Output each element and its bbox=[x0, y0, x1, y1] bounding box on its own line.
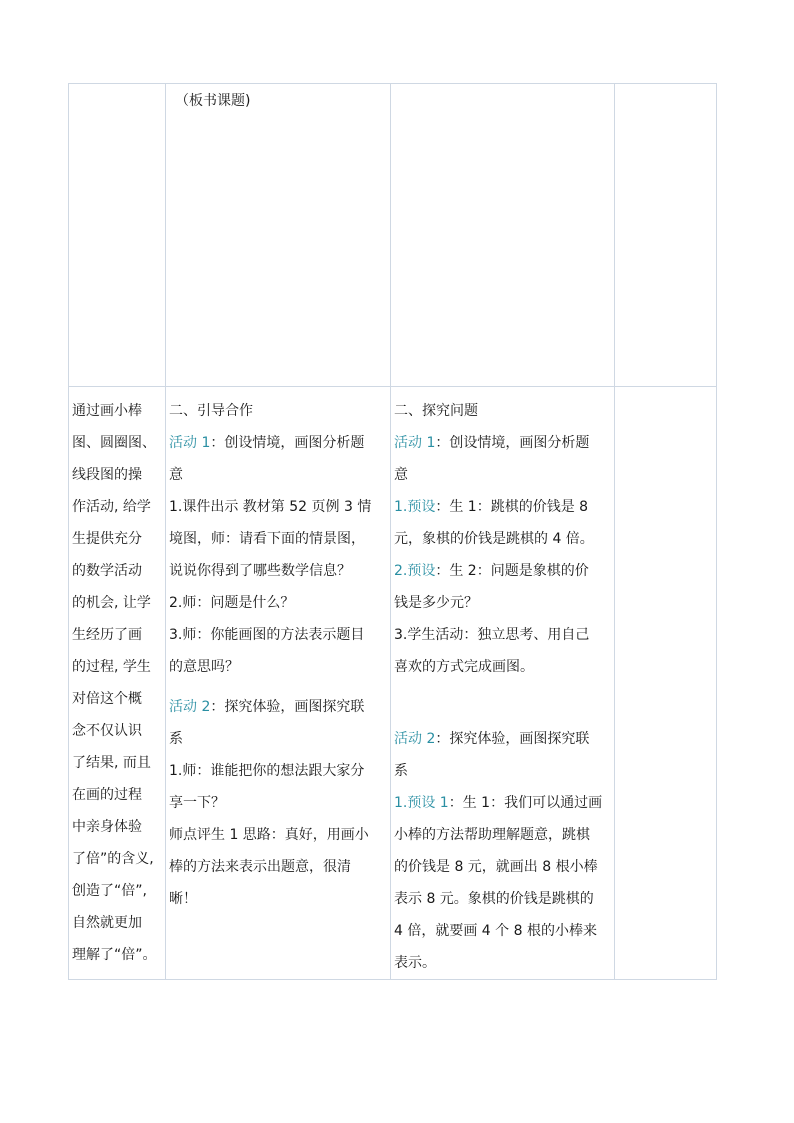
activity-title-text: ：创设情境，画图分析题 bbox=[435, 435, 590, 451]
text-line: 念不仅认识 bbox=[72, 723, 142, 739]
activity-title-cont: 意 bbox=[394, 467, 408, 483]
text-line: 的价钱是 8 元，就画出 8 根小棒 bbox=[394, 859, 598, 875]
text-line: 享一下？ bbox=[169, 795, 225, 811]
text-line: 线段图的操 bbox=[72, 467, 142, 483]
blank-line bbox=[394, 683, 614, 715]
activity-1-title bbox=[169, 427, 390, 459]
board-title-note: （板书课题) bbox=[175, 93, 251, 109]
text-line: 理解了“倍”。 bbox=[72, 947, 157, 963]
design-intent-cell bbox=[69, 387, 166, 980]
text-line: 1.师：谁能把你的想法跟大家分 bbox=[169, 763, 365, 779]
text-line: 3.学生活动：独立思考、用自己 bbox=[394, 627, 590, 643]
text-line: 小棒的方法帮助理解题意，跳棋 bbox=[394, 827, 590, 843]
activity-label: 活动 2 bbox=[394, 731, 436, 747]
spacer bbox=[394, 715, 614, 723]
text-line: 了倍”的含义, bbox=[72, 851, 154, 867]
activity-title-text: ：创设情境，画图分析题 bbox=[210, 435, 365, 451]
notes-cell bbox=[615, 84, 717, 387]
text-line: 境图，师：请看下面的情景图， bbox=[169, 531, 365, 547]
text-line: 了结果, 而且 bbox=[72, 755, 151, 771]
teacher-activity-cell bbox=[166, 84, 391, 387]
preset-3-line bbox=[394, 787, 614, 819]
text-line: 生经历了画 bbox=[72, 627, 142, 643]
table-row bbox=[69, 387, 717, 980]
text-line: 说说你得到了哪些数学信息？ bbox=[169, 563, 351, 579]
text-line: 在画的过程 bbox=[72, 787, 142, 803]
text-line: 表示。 bbox=[394, 955, 436, 971]
text-line: 晰！ bbox=[169, 891, 197, 907]
activity-title-cont: 系 bbox=[394, 763, 408, 779]
preset-text: ：生 2：问题是象棋的价 bbox=[435, 563, 589, 579]
spacer bbox=[169, 683, 390, 691]
teacher-activity-cell bbox=[166, 387, 391, 980]
text-line: 2.师：问题是什么？ bbox=[169, 595, 295, 611]
text-line: 的机会, 让学 bbox=[72, 595, 151, 611]
notes-cell bbox=[615, 387, 717, 980]
activity-title-text: ：探究体验，画图探究联 bbox=[210, 699, 365, 715]
design-intent-text bbox=[72, 395, 165, 971]
text-line: 生提供充分 bbox=[72, 531, 142, 547]
design-intent-cell bbox=[69, 84, 166, 387]
text-line: 喜欢的方式完成画图。 bbox=[394, 659, 534, 675]
lesson-plan-table bbox=[68, 83, 717, 980]
preset-label: 预设 1 bbox=[407, 795, 449, 811]
preset-label: 预设 bbox=[407, 563, 436, 579]
text-line: 的意思吗？ bbox=[169, 659, 239, 675]
table-row bbox=[69, 84, 717, 387]
text-line: 创造了“倍”, bbox=[72, 883, 147, 899]
activity-label: 活动 1 bbox=[394, 435, 436, 451]
item-number: 1. bbox=[394, 795, 408, 811]
text-line: 的过程, 学生 bbox=[72, 659, 151, 675]
activity-1-title bbox=[394, 427, 614, 459]
activity-title-text: ：探究体验，画图探究联 bbox=[435, 731, 590, 747]
section-heading: 二、引导合作 bbox=[169, 403, 253, 419]
student-activity-cell bbox=[391, 387, 615, 980]
preset-text: ：生 1：我们可以通过画 bbox=[448, 795, 603, 811]
item-number: 1. bbox=[394, 499, 408, 515]
text-line: 师点评生 1 思路：真好，用画小 bbox=[169, 827, 369, 843]
section-heading: 二、探究问题 bbox=[394, 403, 478, 419]
preset-text: ：生 1：跳棋的价钱是 8 bbox=[435, 499, 589, 515]
text-line: 作活动, 给学 bbox=[72, 499, 151, 515]
text-line: 对倍这个概 bbox=[72, 691, 142, 707]
activity-label: 活动 2 bbox=[169, 699, 211, 715]
text-line: 元，象棋的价钱是跳棋的 4 倍。 bbox=[394, 531, 594, 547]
text-line: 中亲身体验 bbox=[72, 819, 142, 835]
preset-1-line bbox=[394, 491, 614, 523]
activity-title-cont: 系 bbox=[169, 731, 183, 747]
text-line: 1.课件出示 教材第 52 页例 3 情 bbox=[169, 499, 372, 515]
text-line: 表示 8 元。象棋的价钱是跳棋的 bbox=[394, 891, 594, 907]
text-line: 钱是多少元？ bbox=[394, 595, 478, 611]
text-line: 自然就更加 bbox=[72, 915, 142, 931]
text-line: 4 倍，就要画 4 个 8 根的小棒来 bbox=[394, 923, 597, 939]
text-line: 通过画小棒 bbox=[72, 403, 142, 419]
text-line: 图、圆圈图、 bbox=[72, 435, 156, 451]
text-line: 3.师：你能画图的方法表示题目 bbox=[169, 627, 365, 643]
text-line: 的数学活动 bbox=[72, 563, 142, 579]
text-line: 棒的方法来表示出题意，很清 bbox=[169, 859, 351, 875]
activity-2-title bbox=[394, 723, 614, 755]
preset-2-line bbox=[394, 555, 614, 587]
item-number: 2. bbox=[394, 563, 408, 579]
activity-2-title bbox=[169, 691, 390, 723]
student-activity-cell bbox=[391, 84, 615, 387]
activity-label: 活动 1 bbox=[169, 435, 211, 451]
activity-title-cont: 意 bbox=[169, 467, 183, 483]
preset-label: 预设 bbox=[407, 499, 436, 515]
